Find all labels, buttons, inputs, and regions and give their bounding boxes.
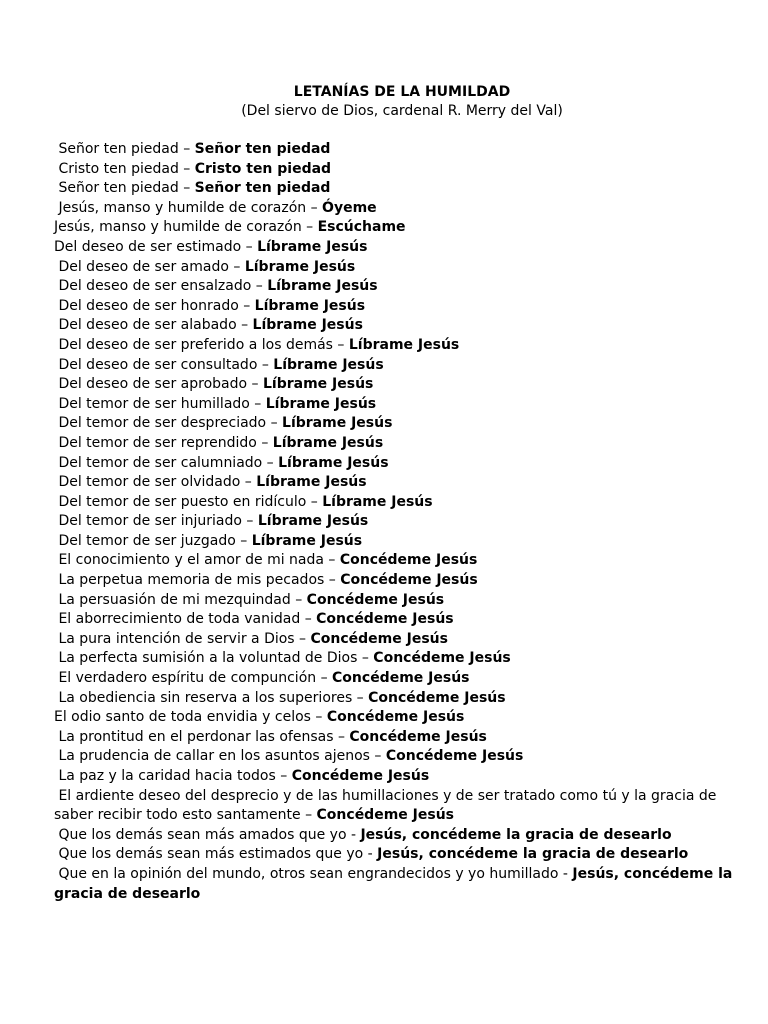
response-text: Líbrame Jesús <box>262 376 374 393</box>
litany-line <box>54 767 744 787</box>
invocation-text: El aborrecimiento de toda vanidad – <box>54 611 317 628</box>
response-text: Óyeme <box>322 199 377 216</box>
litany-line <box>54 277 744 297</box>
litany-line <box>54 747 744 767</box>
response-text: Líbrame Jesús <box>256 474 367 491</box>
litany-line <box>54 728 744 748</box>
invocation-text: Del temor de ser injuriado – <box>54 513 258 530</box>
invocation-text: Del deseo de ser consultado – <box>54 356 274 373</box>
invocation-text: La prontitud en el perdonar las ofensas – <box>54 728 350 745</box>
litany-line <box>54 845 744 865</box>
litany-line <box>54 826 744 846</box>
litany-line <box>54 199 744 219</box>
document-title: LETANÍAS DE LA HUMILDAD <box>293 84 511 100</box>
response-text: Líbrame Jesús <box>244 258 356 275</box>
invocation-text: Que los demás sean más amados que yo - <box>54 826 361 843</box>
document-subtitle: (Del siervo de Dios, cardenal R. Merry del Val) <box>241 103 563 119</box>
response-text: Líbrame Jesús <box>254 297 366 314</box>
invocation-text: La persuasión de mi mezquindad – <box>54 591 307 608</box>
invocation-text: Del temor de ser calumniado – <box>54 454 279 471</box>
response-text: Concédeme Jesús <box>291 768 430 784</box>
invocation-text: Cristo ten piedad – <box>54 160 195 177</box>
litany-line <box>54 649 744 669</box>
litany-line <box>54 473 744 493</box>
invocation-text: Del deseo de ser alabado – <box>54 317 253 334</box>
litany-line <box>54 532 744 552</box>
invocation-text: Del temor de ser olvidado – <box>54 474 257 491</box>
response-text: Señor ten piedad <box>194 180 331 197</box>
response-text: Concédeme Jesús <box>368 689 506 706</box>
invocation-text: Del deseo de ser aprobado – <box>54 376 263 393</box>
response-text: Concédeme Jesús <box>385 748 524 765</box>
response-text: Líbrame Jesús <box>265 395 377 412</box>
invocation-text: Del temor de ser reprendido – <box>54 434 273 451</box>
response-text: Concédeme Jesús <box>340 572 478 589</box>
response-text: Líbrame Jesús <box>272 434 384 451</box>
invocation-text: La prudencia de callar en los asuntos ajenos – <box>54 748 386 765</box>
invocation-text: Del deseo de ser preferido a los demás – <box>54 336 349 353</box>
litany-line <box>54 689 744 709</box>
litany-line <box>54 493 744 513</box>
invocation-text: Del temor de ser despreciado – <box>54 415 283 432</box>
litany-line <box>54 356 744 376</box>
response-text: Jesús, concédeme la gracia de desearlo <box>54 865 738 902</box>
invocation-text: La pura intención de servir a Dios – <box>54 630 311 647</box>
response-text: Concédeme Jesús <box>316 807 454 824</box>
response-text: Concédeme Jesús <box>373 650 511 667</box>
response-text: Concédeme Jesús <box>316 611 454 628</box>
response-text: Concédeme Jesús <box>349 728 487 745</box>
litany-line <box>54 297 744 317</box>
response-text: Líbrame Jesús <box>257 513 369 530</box>
invocation-text: Que en la opinión del mundo, otros sean engrandecidos y yo humillado - <box>54 865 573 882</box>
response-text: Líbrame Jesús <box>348 336 460 353</box>
litany-line <box>54 160 744 180</box>
litany-line <box>54 630 744 650</box>
invocation-text: Del deseo de ser amado – <box>54 258 245 275</box>
litany-line <box>54 787 744 826</box>
invocation-text: La perpetua memoria de mis pecados – <box>54 572 341 589</box>
litany-line <box>54 140 744 160</box>
response-text: Líbrame Jesús <box>267 278 378 295</box>
invocation-text: Del temor de ser humillado – <box>54 395 266 412</box>
litany-line <box>54 375 744 395</box>
response-text: Líbrame Jesús <box>273 356 384 373</box>
response-text: Líbrame Jesús <box>322 493 433 510</box>
litany-line <box>54 591 744 611</box>
invocation-text: Del temor de ser juzgado – <box>54 532 252 549</box>
response-text: Concédeme Jesús <box>339 552 478 569</box>
response-text: Líbrame Jesús <box>282 415 393 432</box>
invocation-text: Que los demás sean más estimados que yo - <box>54 846 378 863</box>
litany-line <box>54 610 744 630</box>
response-text: Líbrame Jesús <box>257 238 368 255</box>
invocation-text: Señor ten piedad – <box>54 180 195 197</box>
litany-line <box>54 434 744 454</box>
response-text: Concédeme Jesús <box>332 670 470 687</box>
invocation-text: Del deseo de ser ensalzado – <box>54 278 268 295</box>
response-text: Líbrame Jesús <box>252 317 363 334</box>
invocation-text: La paz y la caridad hacia todos – <box>54 768 292 784</box>
litany-line <box>54 865 744 904</box>
litany-line <box>54 414 744 434</box>
litany-line <box>54 238 744 258</box>
litany-line <box>54 551 744 571</box>
litany-line <box>54 258 744 278</box>
response-text: Jesús, concédeme la gracia de desearlo <box>377 846 689 863</box>
invocation-text: Jesús, manso y humilde de corazón – <box>54 199 323 216</box>
litany-line <box>54 218 744 238</box>
litany-line <box>54 669 744 689</box>
litany-line <box>54 571 744 591</box>
invocation-text: Del deseo de ser honrado – <box>54 297 255 314</box>
invocation-text: Del deseo de ser estimado – <box>54 238 258 255</box>
response-text: Concédeme Jesús <box>306 591 445 608</box>
litany-line <box>54 336 744 356</box>
litany-line <box>54 179 744 199</box>
response-text: Concédeme Jesús <box>310 630 448 647</box>
litany-line <box>54 708 744 728</box>
litany-list <box>54 140 744 904</box>
invocation-text: La obediencia sin reserva a los superiores – <box>54 689 369 706</box>
invocation-text: Jesús, manso y humilde de corazón – <box>54 219 318 236</box>
response-text: Líbrame Jesús <box>251 532 363 549</box>
litany-line <box>54 316 744 336</box>
invocation-text: El odio santo de toda envidia y celos – <box>54 709 327 726</box>
litany-line <box>54 512 744 532</box>
response-text: Escúchame <box>317 219 406 236</box>
response-text: Cristo ten piedad <box>194 160 332 177</box>
invocation-text: El ardiente deseo del desprecio y de las humillaciones y de ser tratado como tú y la gracia de saber recibir todo esto santamente – <box>54 787 721 824</box>
response-text: Concédeme Jesús <box>326 709 465 726</box>
litany-line <box>54 395 744 415</box>
invocation-text: La perfecta sumisión a la voluntad de Dios – <box>54 650 374 667</box>
response-text: Señor ten piedad <box>194 141 331 157</box>
response-text: Líbrame Jesús <box>278 454 389 471</box>
invocation-text: El verdadero espíritu de compunción – <box>54 670 333 687</box>
invocation-text: Señor ten piedad – <box>54 141 195 157</box>
litany-line <box>54 454 744 474</box>
invocation-text: El conocimiento y el amor de mi nada – <box>54 552 340 569</box>
invocation-text: Del temor de ser puesto en ridículo – <box>54 493 323 510</box>
response-text: Jesús, concédeme la gracia de desearlo <box>360 826 672 843</box>
